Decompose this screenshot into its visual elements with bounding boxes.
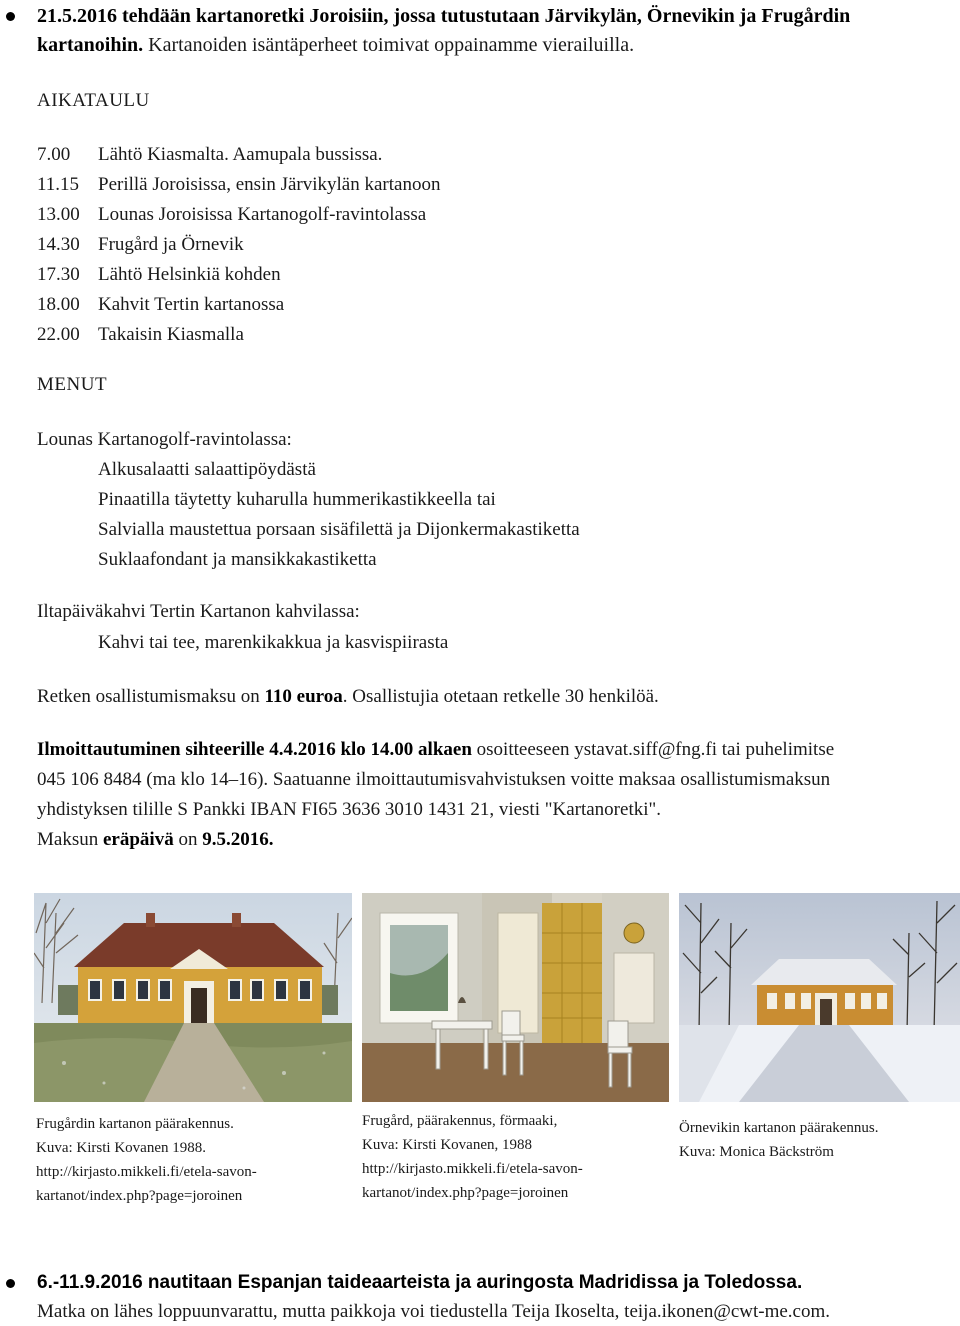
event-headline: 6.-11.9.2016 nautitaan Espanjan taideaarteista ja auringosta Madridissa ja Toledossa.: [37, 1272, 803, 1293]
payment-due-line: Maksun eräpäivä on 9.5.2016.: [37, 829, 274, 850]
schedule-row: 14.30 Frugård ja Örnevik: [37, 234, 244, 255]
manor-house-photo: [34, 893, 352, 1102]
schedule-heading: AIKATAULU: [37, 90, 150, 111]
schedule-row: 22.00 Takaisin Kiasmalla: [37, 324, 244, 345]
registration-block: [37, 735, 834, 855]
photo-caption: Frugård, päärakennus, förmaaki, Kuva: Kirsti Kovanen, 1988 http://kirjasto.mikkeli.fi/etela-savon- kartanot/index.php?page=joroinen: [362, 1113, 583, 1201]
event-body: Matka on lähes loppuunvarattu, mutta paikkoja voi tiedustella Teija Ikoselta, teija.ikonen@cwt-me.com.: [37, 1301, 831, 1322]
parlour-interior-photo: [362, 893, 669, 1102]
menu-item: Kahvi tai tee, marenkikakkua ja kasvispiirasta: [98, 632, 449, 653]
schedule-row: 7.00 Lähtö Kiasmalta. Aamupala bussissa.: [37, 144, 383, 165]
schedule-list: [37, 140, 440, 350]
menus-heading: MENUT: [37, 374, 108, 395]
registration-date: Ilmoittautuminen sihteerille 4.4.2016 klo 14.00 alkaen: [37, 739, 472, 760]
registration-line: yhdistyksen tilille S Pankki IBAN FI65 3636 3010 1431 21, viesti "Kartanoretki".: [37, 799, 662, 820]
list-bullet: [6, 12, 15, 21]
coffee-title: Iltapäiväkahvi Tertin Kartanon kahvilassa:: [37, 601, 360, 622]
winter-manor-photo: [679, 893, 960, 1102]
event-headline: 21.5.2016 tehdään kartanoretki Joroisiin, jossa tutustutaan Järvikylän, Örnevikin ja Frugårdin: [37, 5, 851, 27]
fee-amount: 110 euroa: [264, 686, 343, 707]
schedule-row: 18.00 Kahvit Tertin kartanossa: [37, 294, 285, 315]
menu-item: Alkusalaatti salaattipöydästä: [98, 459, 316, 480]
list-bullet: [6, 1279, 15, 1288]
photo-caption: Örnevikin kartanon päärakennus. Kuva: Monica Bäckström: [679, 1120, 879, 1160]
due-date: 9.5.2016.: [202, 829, 274, 850]
menu-item: Salvialla maustettua porsaan sisäfilettä ja Dijonkermakastiketta: [98, 519, 580, 540]
schedule-row: 17.30 Lähtö Helsinkiä kohden: [37, 264, 281, 285]
schedule-row: 11.15 Perillä Joroisissa, ensin Järvikylän kartanoon: [37, 174, 441, 195]
registration-line: Ilmoittautuminen sihteerille 4.4.2016 klo 14.00 alkaen osoitteeseen ystavat.siff@fng.fi tai puhelimitse: [37, 739, 835, 760]
schedule-row: 13.00 Lounas Joroisissa Kartanogolf-ravintolassa: [37, 204, 427, 225]
menu-item: Pinaatilla täytetty kuharulla hummerikastikkeella tai: [98, 489, 496, 510]
menu-item: Suklaafondant ja mansikkakastiketta: [98, 549, 377, 570]
event-intro-text: Kartanoiden isäntäperheet toimivat oppainamme vierailuilla.: [143, 34, 635, 56]
lunch-menu: [98, 455, 580, 575]
photo-caption: Frugårdin kartanon päärakennus. Kuva: Kirsti Kovanen 1988. http://kirjasto.mikkeli.fi/etela-savon- kartanot/index.php?page=joroinen: [36, 1116, 257, 1204]
event-headline-cont: kartanoihin.: [37, 34, 144, 56]
fee-line: Retken osallistumismaksu on 110 euroa. Osallistujia otetaan retkelle 30 henkilöä.: [37, 686, 659, 707]
registration-line: 045 106 8484 (ma klo 14–16). Saatuanne ilmoittautumisvahvistuksen voitte maksaa osallistumismaksun: [37, 769, 831, 790]
coffee-menu: [98, 628, 448, 658]
lunch-title: Lounas Kartanogolf-ravintolassa:: [37, 429, 292, 450]
event-intro: [37, 31, 634, 59]
